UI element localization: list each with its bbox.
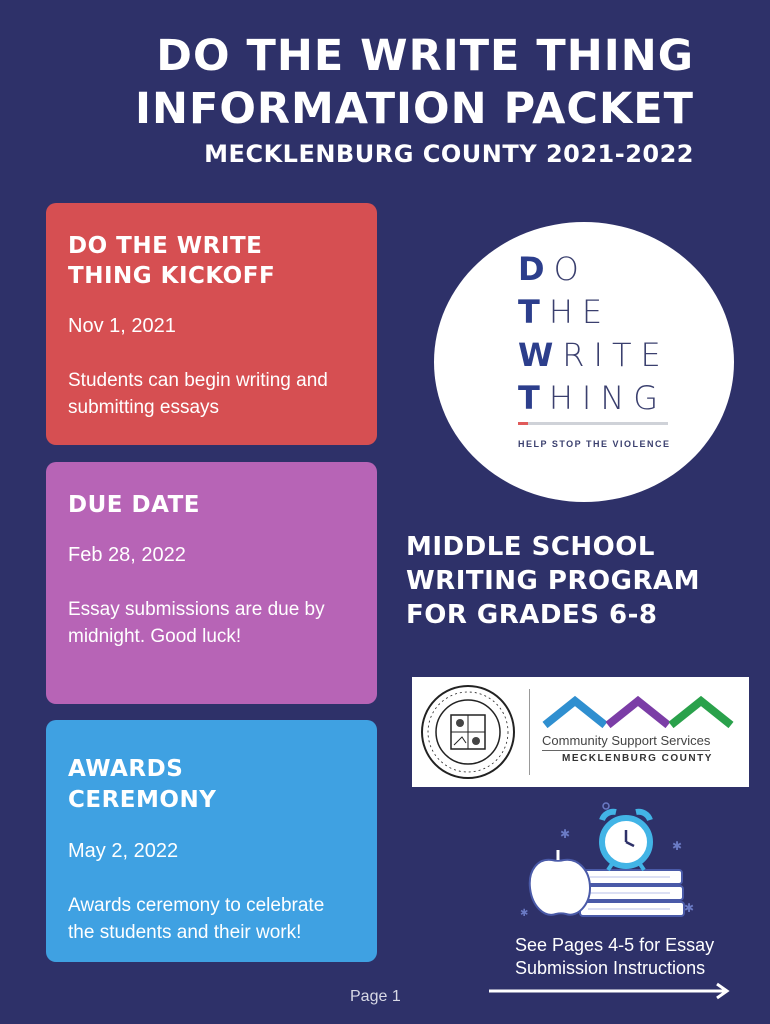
- due-desc-line-1: Essay submissions are due by: [68, 599, 325, 620]
- dtwt-logo: [434, 222, 734, 502]
- partner-logo-panel: [412, 677, 749, 787]
- title-line-2: INFORMATION PACKET: [134, 84, 694, 134]
- awards-description: [68, 892, 357, 946]
- kickoff-date: Nov 1, 2021: [68, 315, 176, 337]
- kickoff-desc-line-2: submitting essays: [68, 397, 220, 418]
- title-line-1: DO THE WRITE THING: [156, 31, 694, 81]
- awards-desc-line-2: the students and their work!: [68, 922, 302, 943]
- awards-heading: [68, 754, 357, 816]
- dtwt-wordmark: [518, 248, 670, 420]
- page-number: Page 1: [350, 988, 401, 1005]
- right-arrow-icon: [489, 981, 735, 1001]
- kickoff-heading: [68, 231, 357, 291]
- program-line-1: MIDDLE SCHOOL: [406, 532, 655, 562]
- due-date-heading: DUE DATE: [68, 492, 200, 518]
- page-subtitle: MECKLENBURG COUNTY 2021-2022: [204, 140, 694, 168]
- kickoff-heading-line-1: DO THE WRITE: [68, 233, 263, 259]
- svg-text:✱: ✱: [672, 839, 683, 853]
- clock-books-apple-illustration: [520, 800, 700, 925]
- logo-row-thing: THING: [518, 379, 668, 417]
- page-title: [135, 30, 694, 136]
- note-line-1: See Pages 4-5 for Essay: [515, 935, 715, 955]
- awards-heading-line-2: CEREMONY: [68, 787, 217, 813]
- kickoff-heading-line-2: THING KICKOFF: [68, 263, 276, 289]
- awards-card: [46, 720, 377, 962]
- community-support-mark-icon: [540, 695, 740, 729]
- kickoff-description: [68, 367, 357, 421]
- note-line-2: Submission Instructions: [515, 958, 706, 978]
- partner-org-county: MECKLENBURG COUNTY: [562, 753, 713, 764]
- due-desc-line-2: midnight. Good luck!: [68, 626, 242, 647]
- due-date-card: [46, 462, 377, 704]
- program-description: [406, 530, 700, 632]
- logo-row-the: THE: [518, 293, 612, 331]
- svg-text:✱: ✱: [684, 901, 695, 915]
- kickoff-card: [46, 203, 377, 445]
- kickoff-desc-line-1: Students can begin writing and: [68, 370, 328, 391]
- svg-text:✱: ✱: [520, 908, 529, 919]
- logo-tagline: HELP STOP THE VIOLENCE: [518, 439, 671, 449]
- logo-row-do: DO: [518, 250, 588, 288]
- logo-row-write: WRITE: [518, 336, 670, 374]
- pencil-line-icon: [518, 422, 668, 425]
- partner-org-name: Community Support Services: [542, 733, 710, 751]
- awards-desc-line-1: Awards ceremony to celebrate: [68, 895, 325, 916]
- due-date-date: Feb 28, 2022: [68, 544, 186, 566]
- due-date-description: [68, 596, 357, 650]
- instructions-note: [515, 934, 714, 980]
- program-line-2: WRITING PROGRAM: [406, 566, 700, 596]
- program-line-3: FOR GRADES 6-8: [406, 600, 658, 630]
- awards-date: May 2, 2022: [68, 840, 179, 862]
- partner-divider: [529, 689, 530, 775]
- svg-text:✱: ✱: [560, 827, 571, 841]
- awards-heading-line-1: AWARDS: [68, 756, 184, 782]
- county-seal-icon: [418, 683, 518, 781]
